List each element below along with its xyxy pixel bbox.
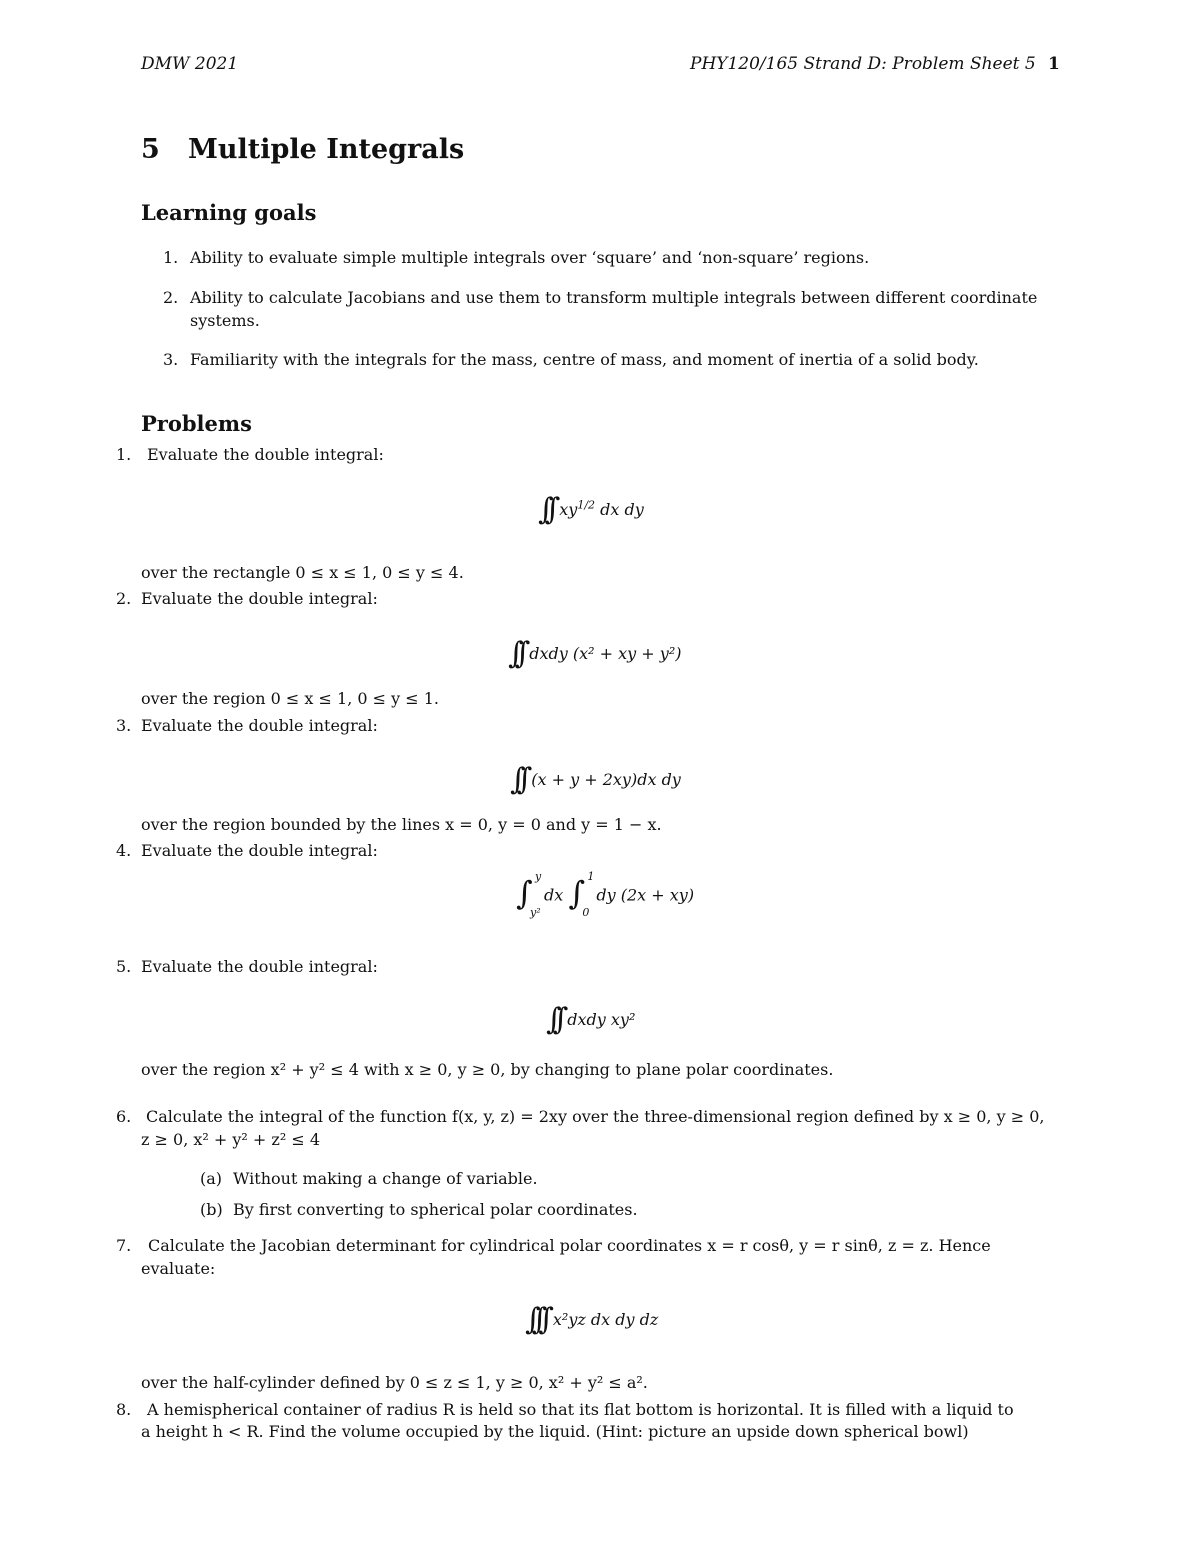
problem-number: 6. [116, 1107, 132, 1126]
inner-differential: dx [544, 885, 564, 905]
double-integral-icon: ∫∫ [546, 1002, 560, 1037]
differentials: dx dy [600, 500, 644, 519]
problem-region: over the rectangle 0 ≤ x ≤ 1, 0 ≤ y ≤ 4. [141, 563, 464, 582]
double-integral-icon: ∫∫ [508, 636, 522, 671]
equation-2 [508, 632, 682, 671]
equation-4 [516, 870, 695, 919]
integrand: xy [559, 500, 578, 519]
integral-with-limits [516, 870, 544, 919]
problem-number: 4. [116, 841, 132, 860]
equation-expr: (x + y + 2xy)dx dy [531, 770, 681, 789]
problem-number: 8. [116, 1400, 132, 1419]
header-left: DMW 2021 [141, 54, 239, 74]
integral-icon: ∫ [516, 874, 533, 912]
equation-5 [546, 998, 636, 1037]
equation-1 [538, 488, 644, 527]
problem-region: over the region x² + y² ≤ 4 with x ≥ 0, y ≥ 0, by changing to plane polar coordinates. [141, 1060, 834, 1079]
problem-text: Calculate the Jacobian determinant for cylindrical polar coordinates x = r cosθ, y = r sinθ, z = z. Hence [148, 1236, 991, 1255]
problem-region: over the half-cylinder defined by 0 ≤ z ≤ 1, y ≥ 0, x² + y² ≤ a². [141, 1373, 648, 1392]
upper-limit: 1 [587, 870, 595, 883]
equation-expr: dy (2x + xy) [596, 885, 695, 905]
lower-limit: 0 [582, 906, 590, 919]
goal-number: 2. [163, 288, 179, 307]
goal-text: Ability to evaluate simple multiple integrals over ‘square’ and ‘non-square’ regions. [190, 248, 870, 267]
equation-expr: dxdy (x² + xy + y²) [529, 644, 682, 663]
header-right: PHY120/165 Strand D: Problem Sheet 5 [690, 54, 1036, 74]
problems-heading: Problems [141, 411, 252, 436]
problem-text-cont: a height h < R. Find the volume occupied by the liquid. (Hint: picture an upside down spherical bowl) [141, 1422, 969, 1441]
problem-region: over the region 0 ≤ x ≤ 1, 0 ≤ y ≤ 1. [141, 689, 440, 708]
section-title: Multiple Integrals [188, 134, 465, 165]
goal-text: Ability to calculate Jacobians and use them to transform multiple integrals between different coordinate [190, 288, 1038, 307]
problem-number: 7. [116, 1236, 132, 1255]
learning-goals-heading: Learning goals [141, 200, 317, 225]
problem-text: Evaluate the double integral: [141, 589, 378, 608]
subpart-text: Without making a change of variable. [233, 1169, 538, 1188]
lower-limit: y² [530, 906, 541, 919]
double-integral-icon: ∫∫ [510, 762, 524, 797]
problem-number: 2. [116, 589, 132, 608]
problem-region: over the region bounded by the lines x = 0, y = 0 and y = 1 − x. [141, 815, 662, 834]
problem-text-cont: z ≥ 0, x² + y² + z² ≤ 4 [141, 1130, 321, 1149]
goal-text-cont: systems. [190, 311, 260, 330]
integral-icon: ∫ [568, 874, 586, 912]
page-title [141, 134, 464, 165]
goal-number: 3. [163, 350, 179, 369]
problem-number: 3. [116, 716, 132, 735]
subpart-label: (b) [200, 1200, 223, 1219]
triple-integral-icon: ∫∫∫ [525, 1302, 545, 1337]
problem-number: 1. [116, 445, 132, 464]
integral-with-limits [568, 870, 596, 919]
double-integral-icon: ∫∫ [538, 492, 552, 527]
goal-number: 1. [163, 248, 179, 267]
equation-7 [525, 1298, 659, 1337]
problem-text: A hemispherical container of radius R is held so that its flat bottom is horizontal. It is filled with a liquid to [147, 1400, 1014, 1419]
problem-number: 5. [116, 957, 132, 976]
equation-expr: x²yz dx dy dz [552, 1310, 659, 1329]
upper-limit: y [535, 870, 542, 883]
problem-text: Evaluate the double integral: [141, 841, 378, 860]
subpart-text: By first converting to spherical polar coordinates. [233, 1200, 638, 1219]
section-number: 5 [141, 134, 160, 165]
equation-expr: dxdy xy² [567, 1010, 636, 1029]
goal-text: Familiarity with the integrals for the mass, centre of mass, and moment of inertia of a solid body. [190, 350, 979, 369]
problem-text: Calculate the integral of the function f(x, y, z) = 2xy over the three-dimensional region defined by x ≥ 0, y ≥ 0, [146, 1107, 1045, 1126]
equation-3 [510, 758, 681, 797]
problem-text: Evaluate the double integral: [147, 445, 384, 464]
problem-text: Evaluate the double integral: [141, 957, 378, 976]
page-number: 1 [1048, 54, 1060, 74]
problem-text: Evaluate the double integral: [141, 716, 378, 735]
exponent: 1/2 [577, 498, 596, 512]
subpart-label: (a) [200, 1169, 223, 1188]
problem-text-cont: evaluate: [141, 1259, 216, 1278]
